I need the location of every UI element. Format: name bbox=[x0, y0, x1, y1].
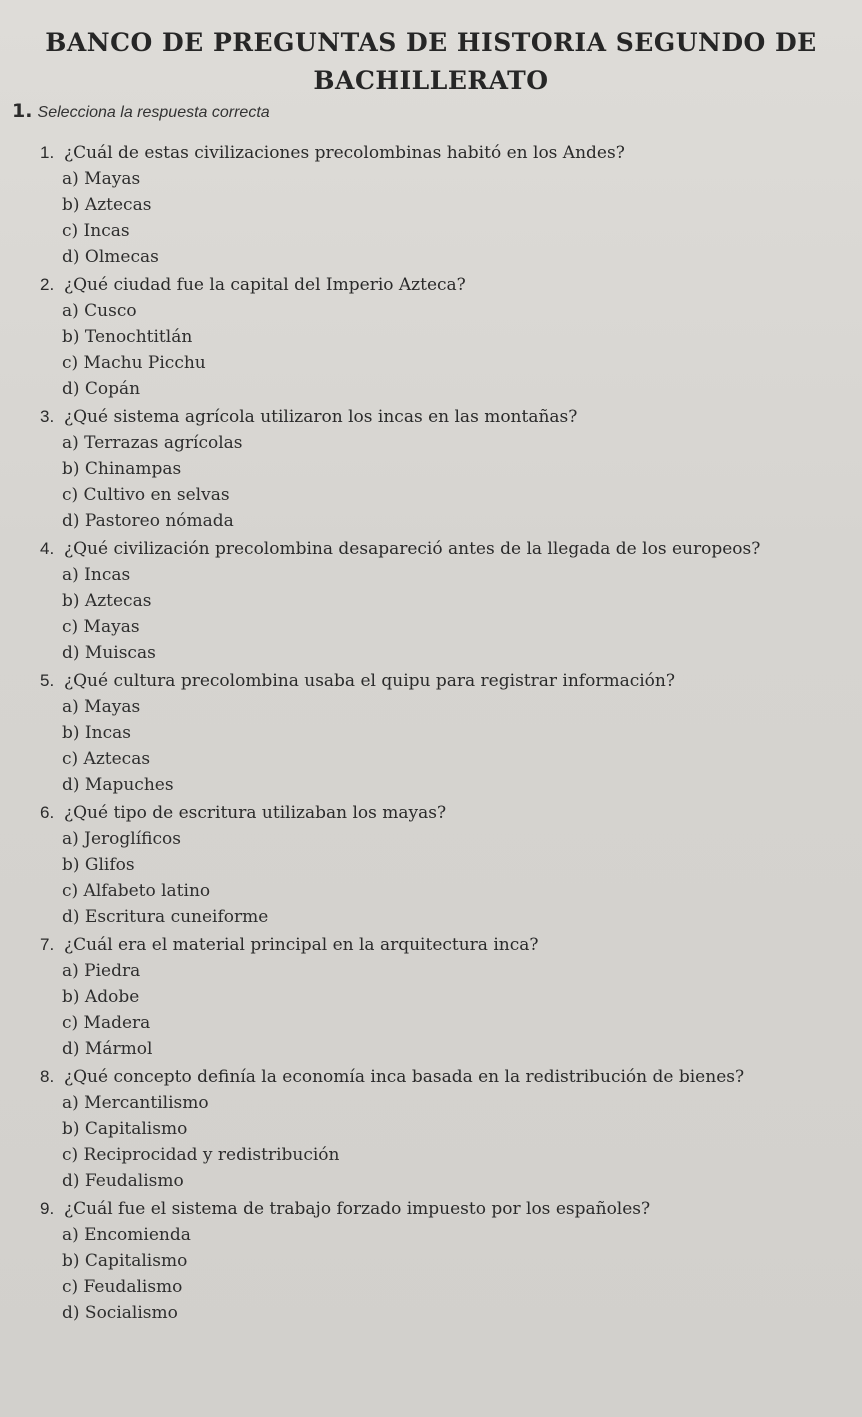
question-prompt: ¿Qué ciudad fue la capital del Imperio Azteca? bbox=[64, 275, 466, 295]
question-number: 2. bbox=[40, 275, 55, 294]
option-b: b) Capitalismo bbox=[62, 1251, 188, 1271]
question-prompt: ¿Qué cultura precolombina usaba el quipu para registrar información? bbox=[64, 671, 675, 691]
title-line-1: BANCO DE PREGUNTAS DE HISTORIA SEGUNDO DE bbox=[45, 28, 817, 57]
option-b: b) Aztecas bbox=[62, 195, 152, 215]
question-prompt: ¿Qué concepto definía la economía inca basada en la redistribución de bienes? bbox=[64, 1067, 745, 1087]
question-4 bbox=[0, 536, 862, 666]
question-text bbox=[0, 536, 862, 562]
option-c: c) Aztecas bbox=[62, 749, 151, 769]
question-text bbox=[0, 140, 862, 166]
section-instruction: Selecciona la respuesta correcta bbox=[37, 104, 270, 121]
question-1 bbox=[0, 140, 862, 270]
option-a: a) Mayas bbox=[62, 697, 141, 717]
option-d: d) Copán bbox=[62, 379, 141, 399]
question-text bbox=[0, 932, 862, 958]
title-line-2: BACHILLERATO bbox=[313, 66, 549, 95]
question-text bbox=[0, 404, 862, 430]
option-d: d) Mármol bbox=[62, 1039, 153, 1059]
option-d: d) Socialismo bbox=[62, 1303, 178, 1323]
option-c: c) Machu Picchu bbox=[62, 353, 206, 373]
question-number: 9. bbox=[40, 1199, 55, 1218]
option-b: b) Glifos bbox=[62, 855, 135, 875]
option-c: c) Mayas bbox=[62, 617, 140, 637]
option-b: b) Capitalismo bbox=[62, 1119, 188, 1139]
question-list bbox=[0, 140, 862, 1326]
option-c: c) Incas bbox=[62, 221, 130, 241]
question-prompt: ¿Cuál de estas civilizaciones precolombinas habitó en los Andes? bbox=[64, 143, 625, 163]
question-text bbox=[0, 1064, 862, 1090]
option-b: b) Chinampas bbox=[62, 459, 182, 479]
question-number: 3. bbox=[40, 407, 55, 426]
question-number: 5. bbox=[40, 671, 55, 690]
option-d: d) Olmecas bbox=[62, 247, 159, 267]
option-a: a) Piedra bbox=[62, 961, 141, 981]
question-prompt: ¿Qué civilización precolombina desapareció antes de la llegada de los europeos? bbox=[64, 539, 761, 559]
option-a: a) Encomienda bbox=[62, 1225, 191, 1245]
question-number: 4. bbox=[40, 539, 55, 558]
option-d: d) Feudalismo bbox=[62, 1171, 184, 1191]
section-header bbox=[12, 100, 270, 122]
question-5 bbox=[0, 668, 862, 798]
option-d: d) Mapuches bbox=[62, 775, 174, 795]
question-number: 8. bbox=[40, 1067, 55, 1086]
option-c: c) Alfabeto latino bbox=[62, 881, 211, 901]
question-prompt: ¿Cuál fue el sistema de trabajo forzado impuesto por los españoles? bbox=[64, 1199, 651, 1219]
option-a: a) Jeroglíficos bbox=[62, 829, 181, 849]
question-7 bbox=[0, 932, 862, 1062]
question-9 bbox=[0, 1196, 862, 1326]
question-prompt: ¿Qué tipo de escritura utilizaban los mayas? bbox=[64, 803, 447, 823]
option-b: b) Incas bbox=[62, 723, 131, 743]
option-a: a) Mercantilismo bbox=[62, 1093, 209, 1113]
option-b: b) Adobe bbox=[62, 987, 140, 1007]
option-a: a) Terrazas agrícolas bbox=[62, 433, 243, 453]
question-8 bbox=[0, 1064, 862, 1194]
question-number: 7. bbox=[40, 935, 55, 954]
question-3 bbox=[0, 404, 862, 534]
option-c: c) Madera bbox=[62, 1013, 151, 1033]
option-c: c) Feudalismo bbox=[62, 1277, 183, 1297]
option-a: a) Mayas bbox=[62, 169, 141, 189]
section-number: 1. bbox=[12, 100, 33, 122]
option-d: d) Pastoreo nómada bbox=[62, 511, 234, 531]
option-b: b) Tenochtitlán bbox=[62, 327, 193, 347]
question-prompt: ¿Qué sistema agrícola utilizaron los incas en las montañas? bbox=[64, 407, 578, 427]
question-text bbox=[0, 1196, 862, 1222]
question-prompt: ¿Cuál era el material principal en la arquitectura inca? bbox=[64, 935, 539, 955]
option-a: a) Incas bbox=[62, 565, 131, 585]
question-text bbox=[0, 800, 862, 826]
question-6 bbox=[0, 800, 862, 930]
question-2 bbox=[0, 272, 862, 402]
question-text bbox=[0, 272, 862, 298]
option-b: b) Aztecas bbox=[62, 591, 152, 611]
option-d: d) Escritura cuneiforme bbox=[62, 907, 269, 927]
option-c: c) Cultivo en selvas bbox=[62, 485, 230, 505]
question-number: 6. bbox=[40, 803, 55, 822]
option-c: c) Reciprocidad y redistribución bbox=[62, 1145, 340, 1165]
option-d: d) Muiscas bbox=[62, 643, 156, 663]
option-a: a) Cusco bbox=[62, 301, 137, 321]
question-text bbox=[0, 668, 862, 694]
question-number: 1. bbox=[40, 143, 55, 162]
